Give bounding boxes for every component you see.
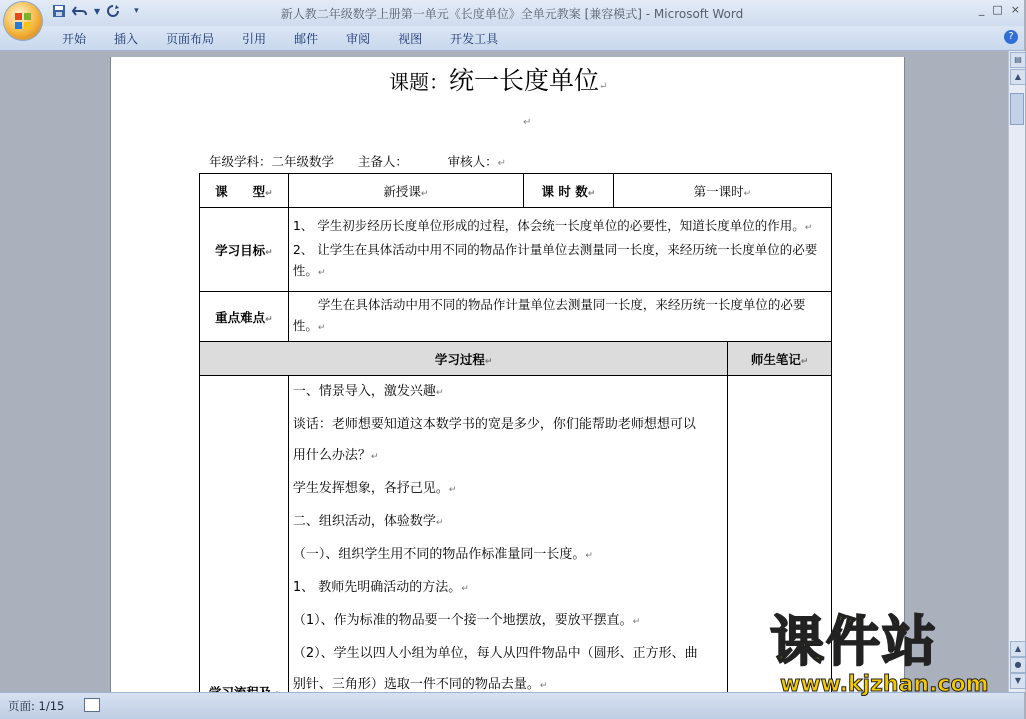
meta-line <box>209 152 506 170</box>
title-bar <box>0 0 1024 26</box>
flow-label <box>200 376 289 706</box>
page-indicator[interactable]: 页面: 1/15 <box>8 699 65 713</box>
scroll-up-icon[interactable]: ▲ <box>1010 69 1026 85</box>
process-header: 学习过程↵ <box>200 342 728 376</box>
table-row <box>200 174 832 208</box>
watermark <box>770 612 1010 697</box>
process-line: （2）、学生以四人小组为单位，每人从四件物品中（圆形、正方形、曲 <box>292 646 698 661</box>
prev-page-icon[interactable]: ▲ <box>1010 641 1026 657</box>
paragraph-mark: ↵ <box>599 81 608 92</box>
close-button[interactable]: × <box>1010 3 1020 16</box>
scroll-thumb[interactable] <box>1010 93 1024 125</box>
table-row <box>200 292 832 342</box>
document-workspace <box>0 51 1008 692</box>
next-page-icon[interactable]: ▼ <box>1010 673 1026 689</box>
help-icon[interactable]: ? <box>1004 30 1018 44</box>
watermark-brand: 课件站 <box>770 610 938 673</box>
goal-label: 学习目标↵ <box>200 208 289 292</box>
tab-view[interactable]: 视图 <box>398 32 423 46</box>
process-line: （一）、组织学生用不同的物品作标准量同一长度。↵ <box>292 547 593 562</box>
hours-label: 课 时 数↵ <box>524 174 614 208</box>
paragraph-mark: ↵ <box>497 158 506 169</box>
type-value: 新授课↵ <box>288 174 523 208</box>
tab-mailings[interactable]: 邮件 <box>294 32 319 46</box>
process-line: 谈话：老师想要知道这本数学书的宽是多少，你们能帮助老师想想可以 <box>292 417 696 432</box>
process-line: 1、 教师先明确活动的方法。↵ <box>292 580 469 595</box>
undo-dropdown-icon[interactable]: ▼ <box>94 7 101 16</box>
tab-insert[interactable]: 插入 <box>114 32 139 46</box>
goal-item: 2、 让学生在具体活动中用不同的物品作计量单位去测量同一长度，来经历统一长度单位的必要性。↵ <box>292 242 818 278</box>
table-row <box>200 342 832 376</box>
process-line: 用什么办法？↵ <box>292 448 379 463</box>
process-line: （1）、作为标准的物品要一个接一个地摆放，要放平摆直。↵ <box>292 613 641 628</box>
title-main: 统一长度单位 <box>449 66 600 95</box>
ribbon-tabs <box>48 30 512 47</box>
window-controls <box>979 3 1020 16</box>
lesson-table <box>199 173 832 706</box>
select-browse-object-icon[interactable]: ● <box>1010 657 1026 673</box>
title-label: 课题： <box>389 70 449 94</box>
tab-references[interactable]: 引用 <box>242 32 267 46</box>
proofing-icon[interactable] <box>84 698 100 712</box>
table-row <box>200 376 832 706</box>
type-label: 课 型↵ <box>200 174 289 208</box>
hours-value: 第一课时↵ <box>613 174 831 208</box>
key-value: 学生在具体活动中用不同的物品作计量单位去测量同一长度，来经历统一长度单位的必要性。↵ <box>288 292 831 342</box>
table-row <box>200 208 832 292</box>
process-line: 学生发挥想象，各抒己见。↵ <box>292 481 457 496</box>
process-line: 二、组织活动，体验数学↵ <box>292 514 444 529</box>
restore-button[interactable]: □ <box>992 3 1003 16</box>
vertical-scrollbar[interactable] <box>1008 51 1025 692</box>
process-line: 一、情景导入，激发兴趣↵ <box>292 384 444 399</box>
empty-paragraph-mark: ↵ <box>523 117 532 128</box>
ribbon <box>0 26 1024 51</box>
meta-text: 年级学科：二年级数学 主备人： 审核人： <box>209 154 498 169</box>
tab-page-layout[interactable]: 页面布局 <box>166 32 215 46</box>
tab-developer[interactable]: 开发工具 <box>450 32 499 46</box>
tab-home[interactable]: 开始 <box>62 32 87 46</box>
page-title <box>389 61 607 97</box>
minimize-button[interactable]: _ <box>978 3 985 16</box>
ruler-toggle-icon[interactable]: ▤ <box>1010 52 1026 68</box>
office-button[interactable] <box>4 2 42 40</box>
key-label: 重点难点↵ <box>200 292 289 342</box>
office-logo-icon <box>15 13 31 29</box>
customize-toolbar-icon[interactable]: ▾ <box>134 6 139 16</box>
notes-header: 师生笔记↵ <box>728 342 832 376</box>
goal-item: 1、 学生初步经历长度单位形成的过程，体会统一长度单位的必要性，知道长度单位的作用。↵ <box>292 218 813 233</box>
window-title: 新人教二年级数学上册第一单元《长度单位》全单元教案 [兼容模式] - Microsoft Word <box>280 7 744 21</box>
process-content <box>288 376 727 706</box>
document-page[interactable] <box>110 57 905 697</box>
watermark-url: www.kjzhan.com <box>780 672 989 697</box>
goal-value <box>288 208 831 292</box>
process-line: 别针、三角形）选取一件不同的物品去量。↵ <box>292 677 548 692</box>
tab-review[interactable]: 审阅 <box>346 32 371 46</box>
